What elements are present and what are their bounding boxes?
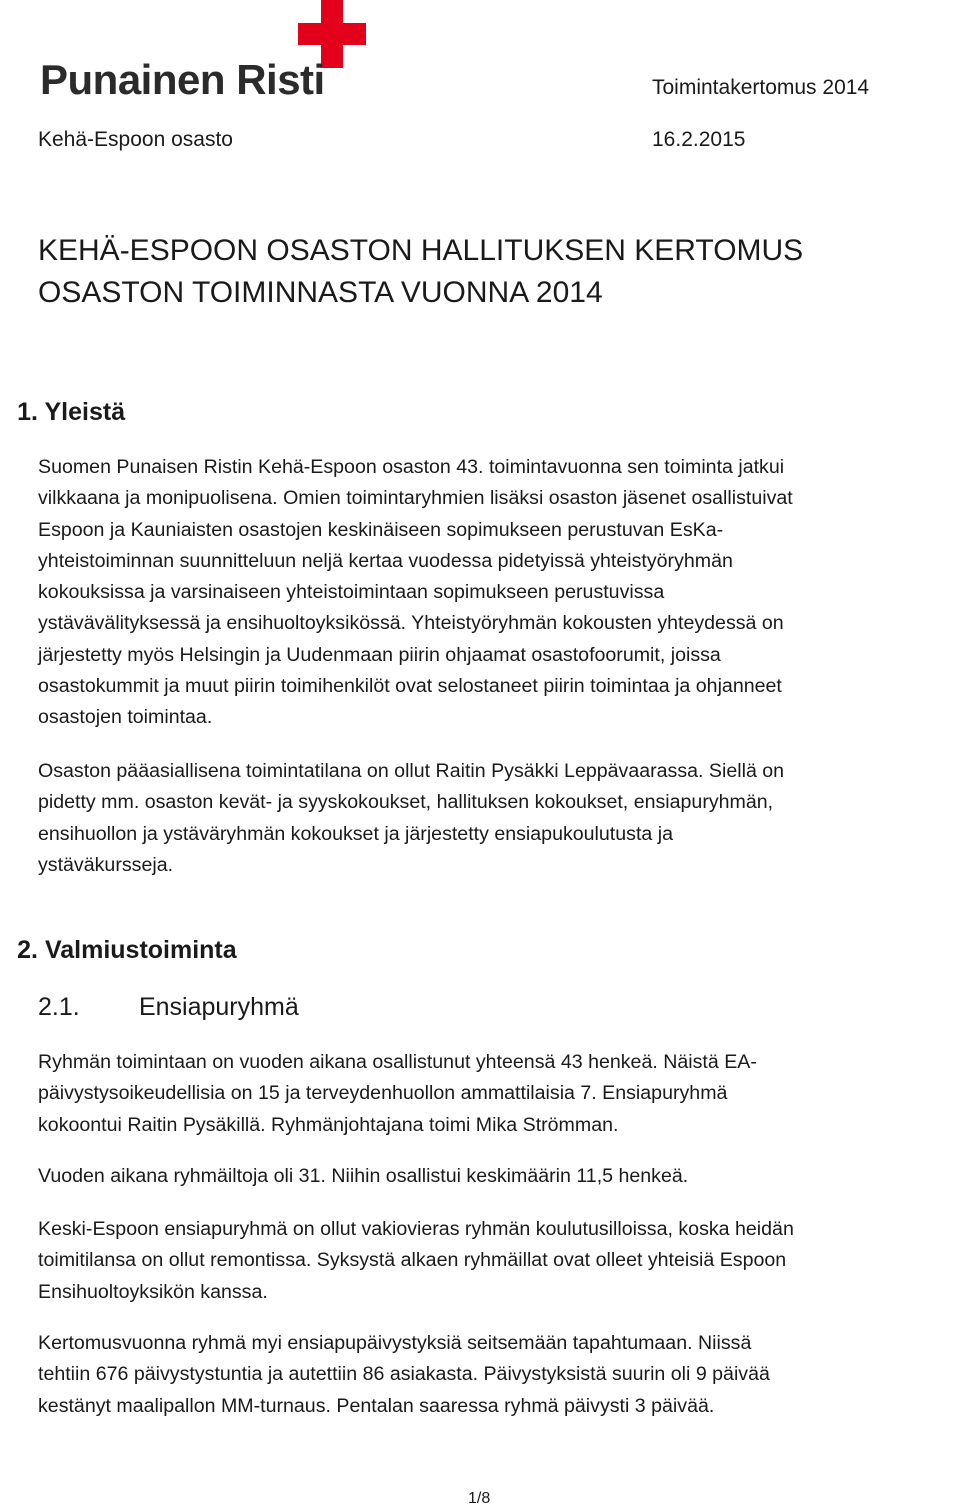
subsection-title: Ensiapuryhmä bbox=[138, 993, 299, 1021]
paragraph bbox=[38, 756, 960, 881]
section-number: 2. bbox=[17, 936, 38, 964]
text-line: osastojen toimintaa. bbox=[38, 706, 213, 729]
text-line: ensihuollon ja ystäväryhmän kokoukset ja järjestetty ensiapukoulutusta ja bbox=[38, 822, 673, 845]
text-line: Ryhmän toimintaan on vuoden aikana osallistunut yhteensä 43 henkeä. Näistä EA- bbox=[38, 1051, 757, 1073]
text-line: ystävävälityksessä ja ensihuoltoyksikössä. Yhteistyöryhmän kokousten yhteydessä on bbox=[38, 612, 784, 635]
report-date: 16.2.2015 bbox=[652, 128, 746, 151]
page-number: 1/8 bbox=[468, 1490, 491, 1507]
paragraph bbox=[38, 1161, 960, 1192]
text-line: Espoon ja Kauniaisten osastojen keskinäiseen sopimukseen perustuvan EsKa- bbox=[38, 518, 724, 541]
paragraph bbox=[38, 1328, 960, 1422]
text-line: Osaston pääasiallisena toimintatilana on ollut Raitin Pysäkki Leppävaarassa. Siellä on bbox=[38, 760, 785, 782]
report-type: Toimintakertomus 2014 bbox=[652, 76, 870, 99]
text-line: toimitilansa on ollut remontissa. Syksystä alkaen ryhmäillat ovat olleet yhteisiä Espoon bbox=[38, 1249, 787, 1272]
section-number: 1. bbox=[17, 398, 38, 426]
paragraph bbox=[38, 1214, 960, 1308]
section-title: Yleistä bbox=[44, 398, 126, 426]
text-line: vilkkaana ja monipuolisena. Omien toimintaryhmien lisäksi osaston jäsenet osallistuivat bbox=[38, 487, 793, 510]
text-line: kokouksissa ja varsinaiseen yhteistoimintaan sopimukseen perustuvissa bbox=[38, 581, 665, 604]
text-line: tehtiin 676 päivystystuntia ja autettiin 86 asiakasta. Päivystyksistä suurin oli 9 päivää bbox=[38, 1363, 770, 1386]
subsection-2-1-heading bbox=[38, 993, 299, 1022]
text-line: pidetty mm. osaston kevät- ja syyskokoukset, hallituksen kokoukset, ensiapuryhmän, bbox=[38, 791, 774, 814]
text-line: kestänyt maalipallon MM-turnaus. Pentalan saaressa ryhmä päivysti 3 päivää. bbox=[38, 1394, 715, 1417]
text-line: ystäväkursseja. bbox=[38, 853, 174, 876]
section-1-heading bbox=[0, 398, 125, 427]
paragraph bbox=[38, 1047, 960, 1141]
title-line-1: KEHÄ-ESPOON OSASTON HALLITUKSEN KERTOMUS bbox=[38, 234, 804, 267]
branch-name: Kehä-Espoon osasto bbox=[38, 128, 233, 151]
text-line: yhteistoiminnan suunnitteluun neljä kertaa vuodessa pidetyissä yhteistyöryhmän bbox=[38, 549, 733, 572]
red-cross-logo bbox=[40, 0, 370, 103]
text-line: Keski-Espoon ensiapuryhmä on ollut vakiovieras ryhmän koulutusilloissa, koska heidän bbox=[38, 1218, 794, 1240]
text-line: osastokummit ja muut piirin toimihenkilöt ovat selostaneet piirin toimintaa ja ohjanneet bbox=[38, 675, 782, 698]
text-line: Ensihuoltoyksikön kanssa. bbox=[38, 1280, 268, 1303]
text-line: kokoontui Raitin Pysäkillä. Ryhmänjohtajana toimi Mika Strömman. bbox=[38, 1113, 619, 1136]
paragraph bbox=[38, 452, 960, 734]
section-title: Valmiustoiminta bbox=[44, 936, 237, 964]
logo-text: Punainen Risti bbox=[40, 56, 325, 103]
subsection-number: 2.1. bbox=[38, 993, 80, 1021]
text-line: Kertomusvuonna ryhmä myi ensiapupäivystyksiä seitsemään tapahtumaan. Niissä bbox=[38, 1332, 752, 1354]
document-title bbox=[38, 230, 803, 314]
text-line: järjestetty myös Helsingin ja Uudenmaan piirin ohjaamat osastofoorumit, joissa bbox=[38, 643, 721, 666]
text-line: Suomen Punaisen Ristin Kehä-Espoon osaston 43. toimintavuonna sen toiminta jatkui bbox=[38, 456, 785, 478]
text-line: päivystysoikeudellisia on 15 ja terveydenhuollon ammattilaisia 7. Ensiapuryhmä bbox=[38, 1082, 728, 1105]
text-line: Vuoden aikana ryhmäiltoja oli 31. Niihin osallistui keskimäärin 11,5 henkeä. bbox=[38, 1165, 689, 1187]
title-line-2: OSASTON TOIMINNASTA VUONNA 2014 bbox=[38, 276, 603, 309]
section-2-heading bbox=[0, 936, 237, 965]
